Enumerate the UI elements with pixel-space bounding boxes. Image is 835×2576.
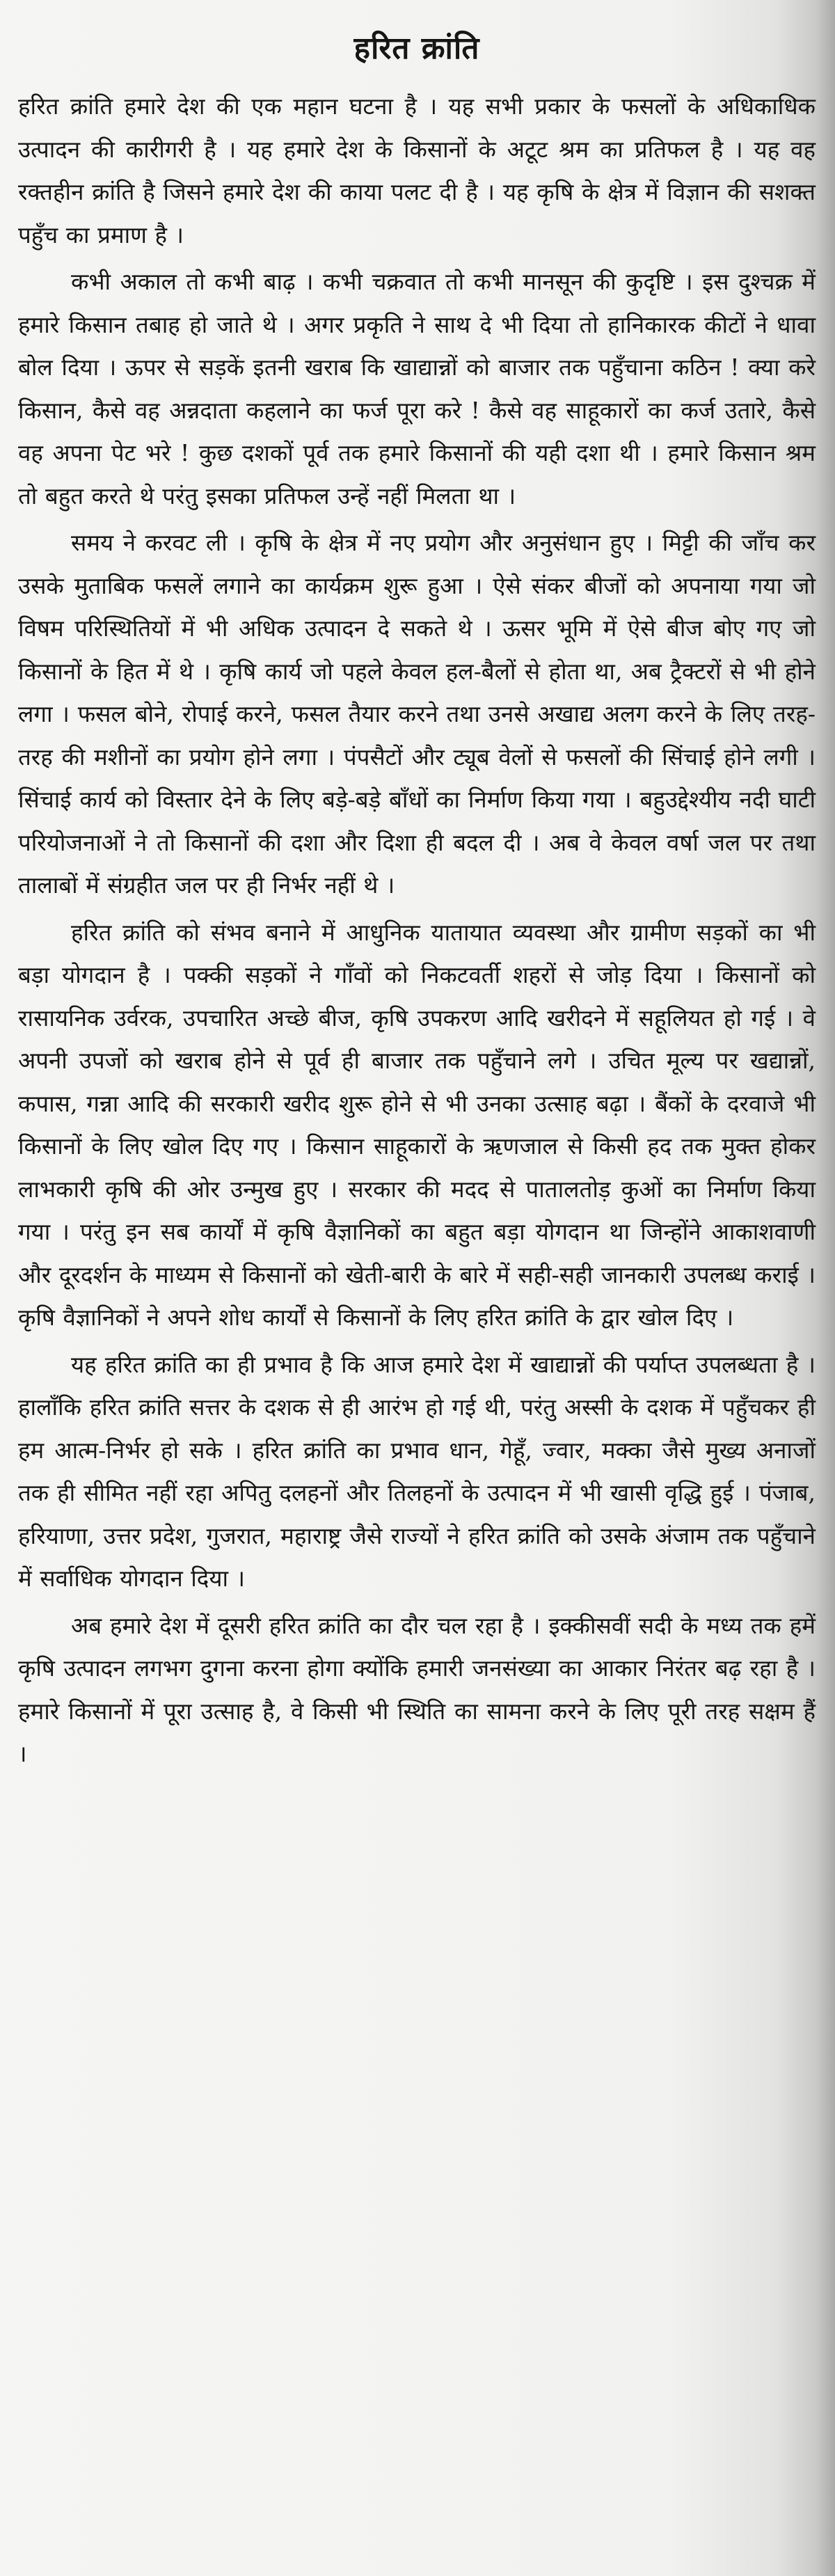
paragraph-1: हरित क्रांति हमारे देश की एक महान घटना है । यह सभी प्रकार के फसलों के अधिकाधिक उत्पादन की कारीगरी है । यह हमारे देश के किसानों के अटूट श्रम का प्रतिफल है । यह वह रक्तहीन क्रांति है जिसने हमारे देश की काया पलट दी है । यह कृषि के क्षेत्र में विज्ञान की सशक्त पहुँच का प्रमाण है । <box>18 93 816 248</box>
paragraph-2: कभी अकाल तो कभी बाढ़ । कभी चक्रवात तो कभी मानसून की कुदृष्टि । इस दुश्चक्र में हमारे किसान तबाह हो जाते थे । अगर प्रकृति ने साथ दे भी दिया तो हानिकारक कीटों ने धावा बोल दिया । ऊपर से सड़कें इतनी खराब कि खाद्यान्नों को बाजार तक पहुँचाना कठिन ! क्या करे किसान, कैसे वह अन्नदाता कहलाने का फर्ज पूरा करे ! कैसे वह साहूकारों का कर्ज उतारे, कैसे वह अपना पेट भरे ! कुछ दशकों पूर्व तक हमारे किसानों की यही दशा थी । हमारे किसान श्रम तो बहुत करते थे परंतु इसका प्रतिफल उन्हें नहीं मिलता था । <box>18 268 816 509</box>
scan-shadow-edge <box>817 0 835 2576</box>
paragraph-4: हरित क्रांति को संभव बनाने में आधुनिक यातायात व्यवस्था और ग्रामीण सड़कों का भी बड़ा योगदान है । पक्की सड़कों ने गाँवों को निकटवर्ती शहरों से जोड़ दिया । किसानों को रासायनिक उर्वरक, उपचारित अच्छे बीज, कृषि उपकरण आदि खरीदने में सहूलियत हो गई । वे अपनी उपजों को खराब होने से पूर्व ही बाजार तक पहुँचाने लगे । उचित मूल्य पर खद्यान्नों, कपास, गन्ना आदि की सरकारी खरीद शुरू होने से भी उनका उत्साह बढ़ा । बैंकों के दरवाजे भी किसानों के लिए खोल दिए गए । किसान साहूकारों के ऋणजाल से किसी हद तक मुक्त होकर लाभकारी कृषि की ओर उन्मुख हुए । सरकार की मदद से पातालतोड़ कुओं का निर्माण किया गया । परंतु इन सब कार्यों में कृषि वैज्ञानिकों का बहुत बड़ा योगदान था जिन्होंने आकाशवाणी और दूरदर्शन के माध्यम से किसानों को खेती-बारी के बारे में सही-सही जानकारी उपलब्ध कराई । कृषि वैज्ञानिकों ने अपने शोध कार्यों से किसानों के लिए हरित क्रांति के द्वार खोल दिए । <box>18 918 816 1331</box>
paragraph-3: समय ने करवट ली । कृषि के क्षेत्र में नए प्रयोग और अनुसंधान हुए । मिट्टी की जाँच कर उसके मुताबिक फसलें लगाने का कार्यक्रम शुरू हुआ । ऐसे संकर बीजों को अपनाया गया जो विषम परिस्थितियों में भी अधिक उत्पादन दे सकते थे । ऊसर भूमि में ऐसे बीज बोए गए जो किसानों के हित में थे । कृषि कार्य जो पहले केवल हल-बैलों से होता था, अब ट्रैक्टरों से भी होने लगा । फसल बोने, रोपाई करने, फसल तैयार करने तथा उनसे अखाद्य अलग करने के लिए तरह-तरह की मशीनों का प्रयोग होने लगा । पंपसैटों और ट्यूब वेलों से फसलों की सिंचाई होने लगी । सिंचाई कार्य को विस्तार देने के लिए बड़े-बड़े बाँधों का निर्माण किया गया । बहुउद्देश्यीय नदी घाटी परियोजनाओं ने तो किसानों की दशा और दिशा ही बदल दी । अब वे केवल वर्षा जल पर तथा तालाबों में संग्रहीत जल पर ही निर्भर नहीं थे । <box>18 529 816 899</box>
paragraph-6: अब हमारे देश में दूसरी हरित क्रांति का दौर चल रहा है । इक्कीसवीं सदी के मध्य तक हमें कृषि उत्पादन लगभग दुगना करना होगा क्योंकि हमारी जनसंख्या का आकार निरंतर बढ़ रहा है । हमारे किसानों में पूरा उत्साह है, वे किसी भी स्थिति का सामना करने के लिए पूरी तरह सक्षम हैं । <box>18 1611 816 1767</box>
paragraph-5: यह हरित क्रांति का ही प्रभाव है कि आज हमारे देश में खाद्यान्नों की पर्याप्त उपलब्धता है । हालाँकि हरित क्रांति सत्तर के दशक से ही आरंभ हो गई थी, परंतु अस्सी के दशक में पहुँचकर ही हम आत्म-निर्भर हो सके । हरित क्रांति का प्रभाव धान, गेहूँ, ज्वार, मक्का जैसे मुख्य अनाजों तक ही सीमित नहीं रहा अपितु दलहनों और तिलहनों के उत्पादन में भी खासी वृद्धि हुई । पंजाब, हरियाणा, उत्तर प्रदेश, गुजरात, महाराष्ट्र जैसे राज्यों ने हरित क्रांति को उसके अंजाम तक पहुँचाने में सर्वाधिक योगदान दिया । <box>18 1350 816 1592</box>
essay-title: हरित क्रांति <box>353 31 480 66</box>
